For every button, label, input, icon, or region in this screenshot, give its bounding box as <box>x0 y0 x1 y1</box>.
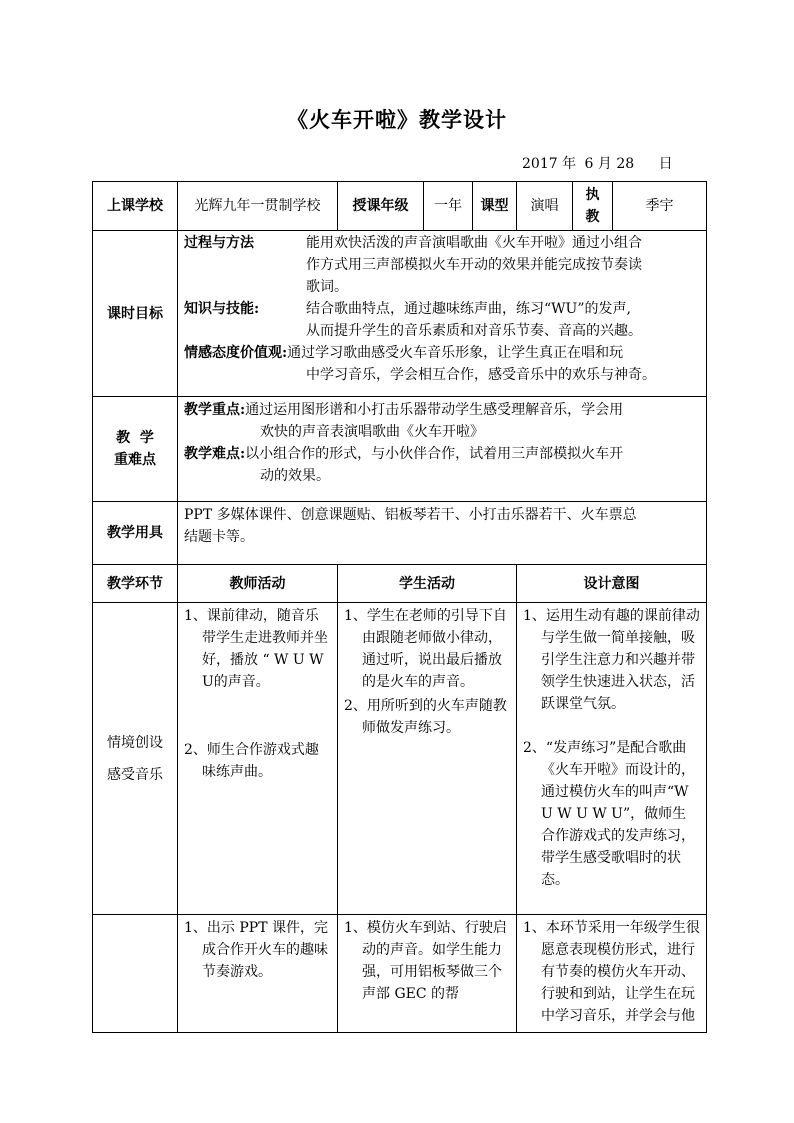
stage2-intent-1: 1、本环节采用一年级学生很愿意表现模仿形式，进行有节奏的模仿火车开动、行驶和到站，让学生在玩中学习音乐，并学会与他 <box>523 920 700 1024</box>
stage2-student-1: 1、模仿火车到站、行驶启动的声音。如学生能力强，可用铝板琴做三个声部 GEC 的帮 <box>344 920 507 1002</box>
stage2-intent <box>517 915 707 1033</box>
stage1-label-2: 感受音乐 <box>107 766 163 783</box>
goals-label: 课时目标 <box>93 231 178 397</box>
process-label: 过程与方法 <box>184 235 254 251</box>
header-stage: 教学环节 <box>93 565 178 603</box>
diff-line-1 <box>184 443 700 465</box>
emotion-line-1 <box>184 342 700 364</box>
stage2-label <box>93 915 178 1033</box>
emotion-text-2: 中学习音乐，学会相互合作，感受音乐中的欢乐与神奇。 <box>306 367 656 383</box>
document-title: 《火车开啦》教学设计 <box>287 107 507 132</box>
knowledge-text-2: 从而提升学生的音乐素质和对音乐节奏、音高的兴趣。 <box>306 323 642 339</box>
type-label: 课型 <box>473 182 517 231</box>
focus-label <box>93 397 178 502</box>
school-value: 光辉九年一贯制学校 <box>178 182 338 231</box>
stage2-teacher <box>178 915 338 1033</box>
emotion-text-1: 通过学习歌曲感受火车音乐形象，让学生真正在唱和玩 <box>287 345 624 361</box>
tools-text-1: PPT 多媒体课件、创意课题贴、铝板琴若干、小打击乐器若干、火车票总 <box>184 507 637 523</box>
process-text-1: 能用欢快活泼的声音演唱歌曲《火车开啦》通过小组合 <box>306 235 642 251</box>
process-text-3: 歌词。 <box>306 279 348 295</box>
date-month-day: 6 月 28 <box>584 156 635 172</box>
key-label: 教学重点: <box>184 402 246 418</box>
stage1-intent-2: 2、“发声练习”是配合歌曲《火车开啦》而设计的，通过模仿火车的叫声“W U W U W U”，做师生合作游戏式的发声练习，带学生感受歌唱时的状态。 <box>523 740 695 888</box>
key-line-1 <box>184 399 700 421</box>
date-year: 2017 年 <box>522 156 577 172</box>
stage1-student <box>338 603 517 915</box>
tools-label: 教学用具 <box>93 502 178 565</box>
tools-content <box>178 502 707 565</box>
date-day: 日 <box>658 156 673 172</box>
diff-label: 教学难点: <box>184 446 246 462</box>
teacher-label: 执教 <box>573 182 613 231</box>
grade-label: 授课年级 <box>338 182 424 231</box>
stage1-row <box>93 603 707 915</box>
stage1-label <box>93 603 178 915</box>
focus-label-1: 教 学 <box>116 430 154 446</box>
grade-value: 一年 <box>424 182 473 231</box>
knowledge-line-1 <box>184 298 700 320</box>
diff-text-2: 动的效果。 <box>260 468 330 484</box>
stage1-intent <box>517 603 707 915</box>
focus-row <box>93 397 707 502</box>
stage2-teacher-1: 1、出示 PPT 课件，完成合作开火车的趣味节奏游戏。 <box>184 920 328 980</box>
focus-label-2: 重难点 <box>114 452 156 468</box>
tools-row <box>93 502 707 565</box>
key-text-1: 通过运用图形谱和小打击乐器带动学生感受理解音乐，学会用 <box>245 402 624 418</box>
process-line-1 <box>184 232 700 254</box>
knowledge-text-1: 结合歌曲特点，通过趣味练声曲，练习“WU”的发声, <box>306 301 631 317</box>
stage1-teacher-1: 1、课前律动，随音乐带学生走进教师并坐好，播放 “ W U W U的声音。 <box>184 608 328 690</box>
stage1-student-1: 1、学生在老师的引导下自由跟随老师做小律动，通过听，说出最后播放的是火车的声音。 <box>344 608 507 690</box>
stage1-label-1: 情境创设 <box>107 734 163 751</box>
document-date <box>522 153 673 173</box>
stage1-student-2: 2、用所听到的火车声随教师做发声练习。 <box>344 698 507 736</box>
diff-text-1: 以小组合作的形式，与小伙伴合作，试着用三声部模拟火车开 <box>245 446 624 462</box>
process-text-2: 作方式用三声部模拟火车开动的效果并能完成按节奏读 <box>306 257 642 273</box>
goals-content <box>178 231 707 397</box>
type-value: 演唱 <box>517 182 573 231</box>
focus-content <box>178 397 707 502</box>
school-label: 上课学校 <box>93 182 178 231</box>
stage2-row <box>93 915 707 1033</box>
stage1-intent-1: 1、运用生动有趣的课前律动与学生做一简单接触，吸引学生注意力和兴趣并带领学生快速进入状态，活跃课堂气氛。 <box>523 608 700 712</box>
info-row <box>93 182 707 231</box>
emotion-label: 情感态度价值观: <box>184 345 288 361</box>
stage1-teacher-2: 2、师生合作游戏式趣味练声曲。 <box>184 742 319 780</box>
stage2-student <box>338 915 517 1033</box>
knowledge-label: 知识与技能: <box>184 301 260 317</box>
header-intent: 设计意图 <box>517 565 707 603</box>
stage1-teacher <box>178 603 338 915</box>
teacher-value: 季宇 <box>613 182 707 231</box>
goals-row <box>93 231 707 397</box>
header-student: 学生活动 <box>338 565 517 603</box>
tools-text-2: 结题卡等。 <box>184 529 254 545</box>
header-teacher: 教师活动 <box>178 565 338 603</box>
key-text-2: 欢快的声音表演唱歌曲《火车开啦》 <box>260 424 484 440</box>
lesson-plan-table <box>92 181 707 1033</box>
activity-header-row <box>93 565 707 603</box>
